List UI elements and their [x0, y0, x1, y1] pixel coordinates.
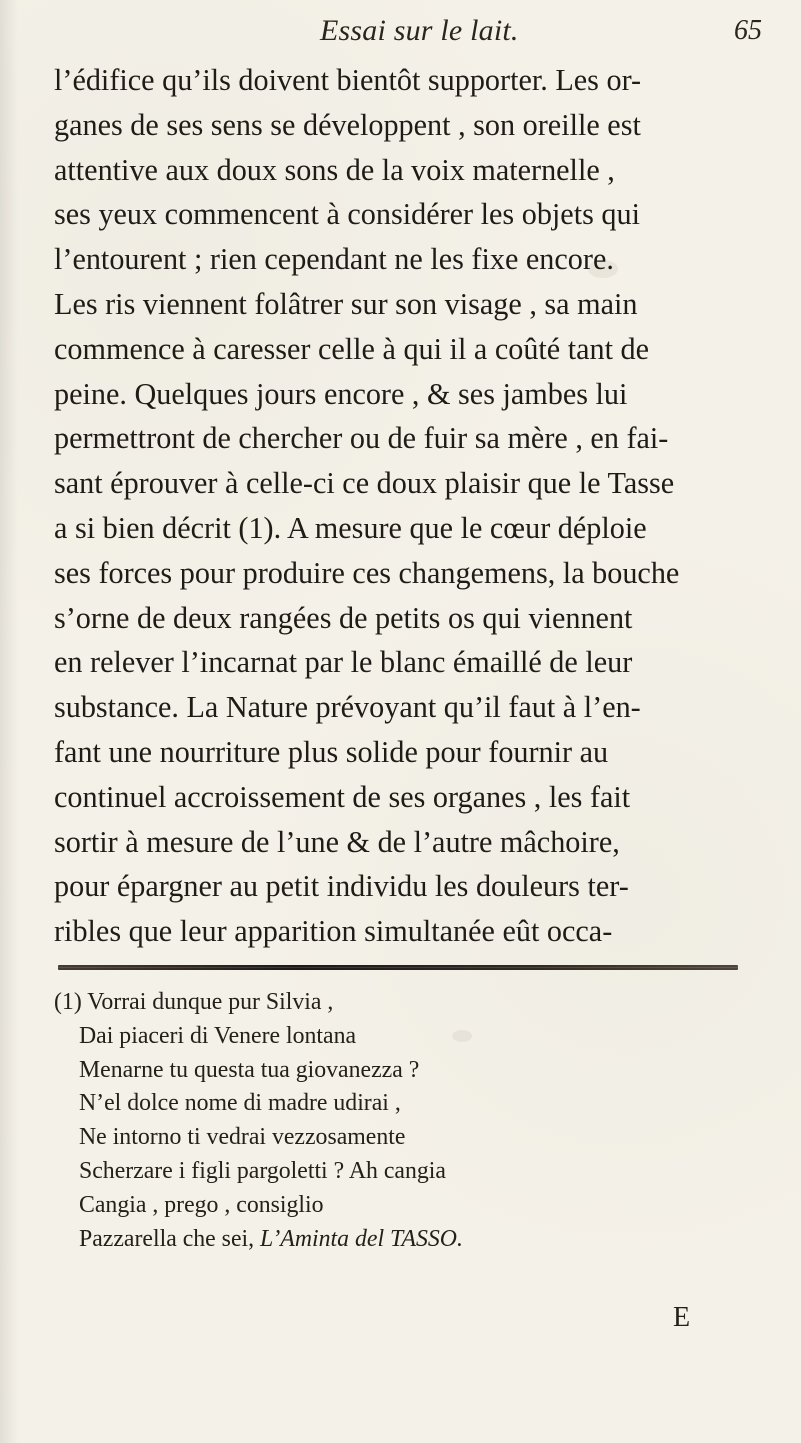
text-line: ses forces pour produire ces changemens, la bouche	[54, 555, 680, 590]
footnote-last-line	[54, 1223, 744, 1257]
footnote-line: Scherzare i figli pargoletti ? Ah cangia	[79, 1157, 446, 1184]
text-line: l’édifice qu’ils doivent bientôt supporter. Les or-	[54, 63, 642, 97]
signature-mark: E	[673, 1302, 691, 1333]
text-line: l’entourent ; rien cependant ne les fixe encore.	[54, 242, 614, 277]
text-line: sortir à mesure de l’une & de l’autre mâchoire,	[54, 824, 620, 859]
text-line: en relever l’incarnat par le blanc émaillé de leur	[54, 645, 633, 680]
footnote-line-text: Pazzarella che sei,	[79, 1225, 255, 1252]
text-line: ses yeux commencent à considérer les objets qui	[54, 197, 640, 232]
text-line: pour épargner au petit individu les douleurs ter-	[54, 869, 629, 904]
text-line: fant une nourriture plus solide pour fournir au	[54, 734, 609, 769]
footnote-line: N’el dolce nome di madre udirai ,	[79, 1090, 401, 1117]
footnote-line: (1) Vorrai dunque pur Silvia ,	[54, 989, 334, 1015]
page-edge-shadow	[0, 0, 18, 1443]
text-line: attentive aux doux sons de la voix maternelle ,	[54, 152, 615, 187]
text-line: a si bien décrit (1). A mesure que le cœur déploie	[54, 510, 647, 545]
text-line: commence à caresser celle à qui il a coûté tant de	[54, 331, 650, 366]
footnote-line: Ne intorno ti vedrai vezzosamente	[79, 1124, 406, 1151]
footnote-separator-highlight	[58, 967, 738, 968]
text-line: sant éprouver à celle-ci ce doux plaisir que le Tasse	[54, 466, 675, 501]
footnote-attribution: L’Aminta del TASSO.	[260, 1225, 463, 1252]
main-text-block	[54, 58, 742, 954]
text-line: ganes de ses sens se développent , son oreille est	[54, 107, 641, 142]
running-head: Essai sur le lait.	[320, 14, 519, 47]
footnote-line: Menarne tu questa tua giovanezza ?	[79, 1056, 420, 1083]
text-line: substance. La Nature prévoyant qu’il faut à l’en-	[54, 690, 641, 725]
text-line: permettront de chercher ou de fuir sa mère , en fai-	[54, 421, 669, 456]
footnote-line: Dai piaceri di Venere lontana	[79, 1022, 357, 1049]
footnote-line: Cangia , prego , consiglio	[79, 1191, 324, 1218]
text-line: peine. Quelques jours encore , & ses jambes lui	[54, 376, 628, 411]
page-number: 65	[734, 15, 762, 46]
text-line: s’orne de deux rangées de petits os qui viennent	[54, 600, 633, 635]
footnote-block	[54, 986, 744, 1256]
text-line: Les ris viennent folâtrer sur son visage , sa main	[54, 286, 638, 321]
text-line: continuel accroissement de ses organes , les fait	[54, 779, 631, 814]
text-line: ribles que leur apparition simultanée eût occa-	[54, 914, 613, 949]
